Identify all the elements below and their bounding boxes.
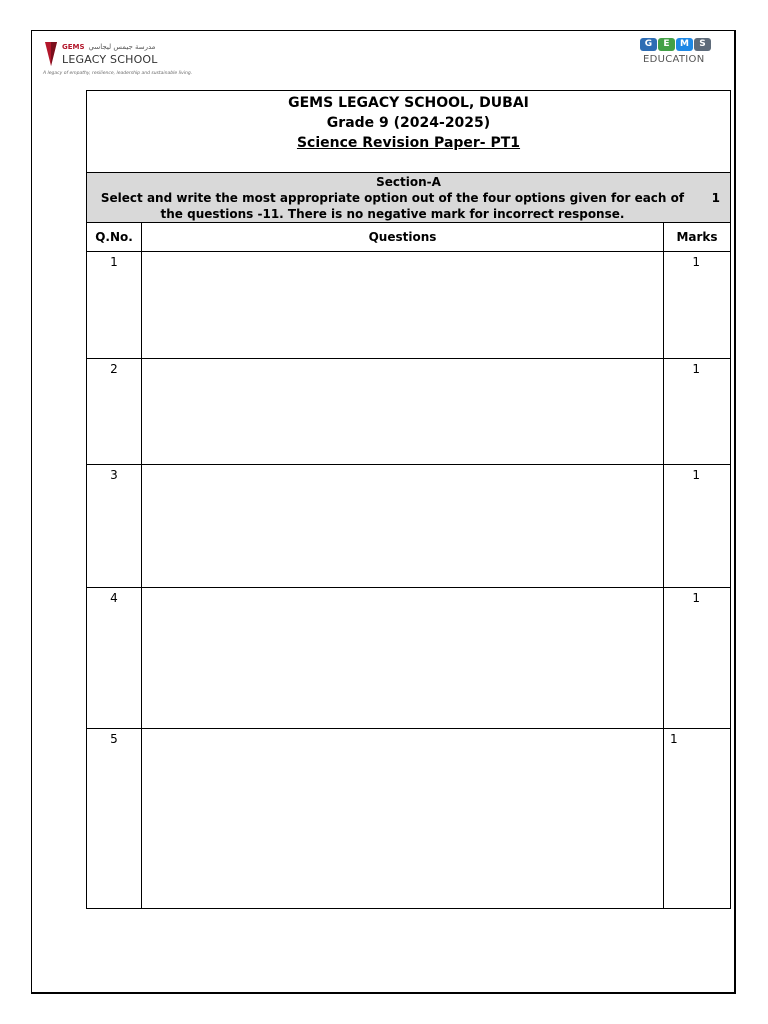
section-instruction: Select and write the most appropriate option out of the four options given for each of the questions -11. There is no negative mark for incorrect response. bbox=[100, 191, 685, 221]
logo-brand-line bbox=[62, 43, 155, 51]
logo-school-name: LEGACY SCHOOL bbox=[62, 53, 158, 66]
gems-letter: G bbox=[640, 38, 657, 51]
title-cell bbox=[87, 91, 731, 173]
question-number: 2 bbox=[87, 359, 142, 465]
question-number: 1 bbox=[87, 252, 142, 359]
question-marks: 1 bbox=[664, 252, 731, 359]
question-number: 4 bbox=[87, 588, 142, 729]
question-text-cell bbox=[142, 588, 664, 729]
question-row bbox=[87, 252, 731, 359]
grade-title: Grade 9 (2024-2025) bbox=[326, 115, 491, 131]
question-text-cell bbox=[142, 465, 664, 588]
paper-title: Science Revision Paper- PT1 bbox=[296, 135, 521, 151]
section-marks: 1 bbox=[711, 191, 720, 205]
legacy-school-emblem-icon bbox=[43, 40, 59, 68]
legacy-school-logo bbox=[43, 40, 193, 80]
section-row bbox=[87, 173, 731, 223]
question-marks: 1 bbox=[664, 729, 731, 909]
question-text-cell bbox=[142, 252, 664, 359]
section-cell bbox=[87, 173, 731, 223]
gems-letter: M bbox=[676, 38, 693, 51]
question-row bbox=[87, 359, 731, 465]
question-row bbox=[87, 588, 731, 729]
title-row bbox=[87, 91, 731, 173]
logo-brand: GEMS bbox=[62, 43, 85, 51]
school-title: GEMS LEGACY SCHOOL, DUBAI bbox=[288, 95, 529, 111]
question-marks: 1 bbox=[664, 588, 731, 729]
logo-tagline: A legacy of empathy, resilience, leadership and sustainable living. bbox=[43, 71, 193, 76]
question-row bbox=[87, 465, 731, 588]
questions-header: Questions bbox=[142, 223, 664, 252]
gems-education-logo bbox=[640, 38, 720, 68]
gems-badge bbox=[640, 38, 720, 51]
qno-header: Q.No. bbox=[87, 223, 142, 252]
question-number: 5 bbox=[87, 729, 142, 909]
section-title: Section-A bbox=[376, 175, 441, 189]
question-row bbox=[87, 729, 731, 909]
gems-education-label: EDUCATION bbox=[643, 54, 705, 65]
question-text-cell bbox=[142, 359, 664, 465]
marks-header: Marks bbox=[664, 223, 731, 252]
question-text-cell bbox=[142, 729, 664, 909]
question-marks: 1 bbox=[664, 359, 731, 465]
gems-letter: E bbox=[658, 38, 675, 51]
column-header-row bbox=[87, 223, 731, 252]
question-marks: 1 bbox=[664, 465, 731, 588]
exam-table bbox=[86, 90, 731, 909]
logo-arabic-name: مدرسة جيمس ليجاسي bbox=[88, 43, 156, 51]
question-number: 3 bbox=[87, 465, 142, 588]
gems-letter: S bbox=[694, 38, 711, 51]
